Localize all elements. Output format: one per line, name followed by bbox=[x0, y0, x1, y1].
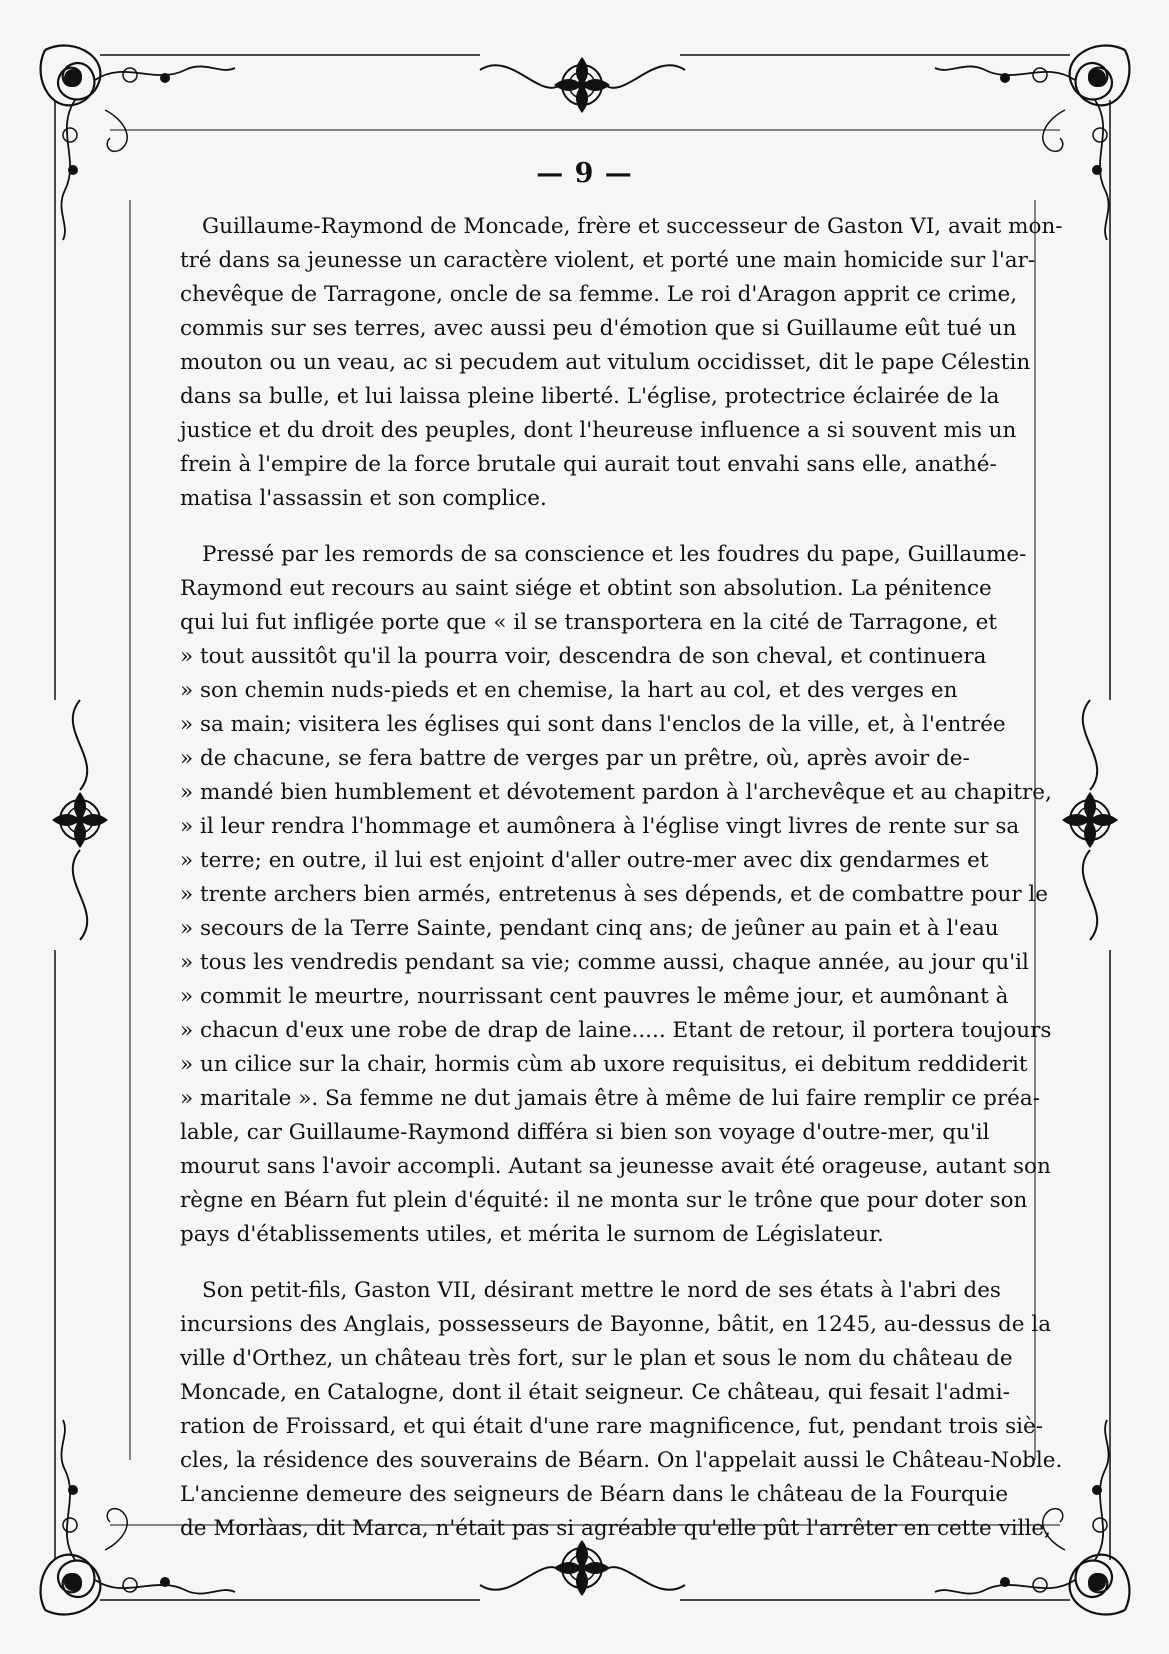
text-line: » secours de la Terre Sainte, pendant cinq ans; de jeûner au pain et à l'eau bbox=[180, 916, 999, 941]
text-line: pays d'établissements utiles, et mérita le surnom de Législateur. bbox=[180, 1222, 884, 1247]
text-line: » maritale ». Sa femme ne dut jamais être à même de lui faire remplir ce préa- bbox=[180, 1086, 1040, 1111]
text-line: commis sur ses terres, avec aussi peu d'émotion que si Guillaume eût tué un bbox=[180, 316, 1017, 341]
text-line: chevêque de Tarragone, oncle de sa femme. Le roi d'Aragon apprit ce crime, bbox=[180, 282, 1018, 307]
body-text bbox=[180, 210, 1063, 1568]
text-line: » trente archers bien armés, entretenus à ses dépends, et de combattre pour le bbox=[180, 882, 1049, 907]
text-line: » il leur rendra l'hommage et aumônera à l'église vingt livres de rente sur sa bbox=[180, 814, 1020, 839]
text-line: qui lui fut infligée porte que « il se transportera en la cité de Tarragone, et bbox=[180, 610, 997, 635]
text-line: Moncade, en Catalogne, dont il était seigneur. Ce château, qui fesait l'admi- bbox=[180, 1380, 1010, 1405]
text-line: règne en Béarn fut plein d'équité: il ne monta sur le trône que pour doter son bbox=[180, 1188, 1028, 1213]
text-line: Raymond eut recours au saint siége et obtint son absolution. La pénitence bbox=[180, 576, 992, 601]
text-line: tré dans sa jeunesse un caractère violent, et porté une main homicide sur l'ar- bbox=[180, 248, 1036, 273]
text-line: » chacun d'eux une robe de drap de laine..... Etant de retour, il portera toujours bbox=[180, 1018, 1052, 1043]
text-line: » son chemin nuds-pieds et en chemise, la hart au col, et des verges en bbox=[180, 678, 958, 703]
text-line: frein à l'empire de la force brutale qui aurait tout envahi sans elle, anathé- bbox=[180, 452, 997, 477]
text-line: » commit le meurtre, nourrissant cent pauvres le même jour, et aumônant à bbox=[180, 984, 1009, 1009]
text-line: mouton ou un veau, ac si pecudem aut vitulum occidisset, dit le pape Célestin bbox=[180, 350, 1031, 375]
text-line: mourut sans l'avoir accompli. Autant sa jeunesse avait été orageuse, autant son bbox=[180, 1154, 1051, 1179]
text-line: ration de Froissard, et qui était d'une rare magnificence, fut, pendant trois siè- bbox=[180, 1414, 1044, 1439]
text-line: » tout aussitôt qu'il la pourra voir, descendra de son cheval, et continuera bbox=[180, 644, 987, 669]
text-line: de Morlàas, dit Marca, n'était pas si agréable qu'elle pût l'arrêter en cette ville, bbox=[180, 1516, 1051, 1541]
text-line: L'ancienne demeure des seigneurs de Béarn dans le château de la Fourquie bbox=[180, 1482, 1009, 1507]
text-line: » un cilice sur la chair, hormis cùm ab uxore requisitus, ei debitum reddiderit bbox=[180, 1052, 1028, 1077]
text-line: Pressé par les remords de sa conscience et les foudres du pape, Guillaume- bbox=[202, 542, 1027, 567]
page-number: — 9 — bbox=[536, 158, 633, 189]
text-line: lable, car Guillaume-Raymond différa si bien son voyage d'outre-mer, qu'il bbox=[180, 1120, 990, 1145]
text-line: cles, la résidence des souverains de Béarn. On l'appelait aussi le Château-Noble. bbox=[180, 1448, 1063, 1473]
text-line: justice et du droit des peuples, dont l'heureuse influence a si souvent mis un bbox=[180, 418, 1017, 443]
text-line: Guillaume-Raymond de Moncade, frère et successeur de Gaston VI, avait mon- bbox=[202, 214, 1063, 239]
text-line: » de chacune, se fera battre de verges par un prêtre, où, après avoir de- bbox=[180, 746, 970, 771]
text-line: » tous les vendredis pendant sa vie; comme aussi, chaque année, au jour qu'il bbox=[180, 950, 1029, 975]
text-line: » terre; en outre, il lui est enjoint d'aller outre-mer avec dix gendarmes et bbox=[180, 848, 989, 873]
text-line: » sa main; visitera les églises qui sont dans l'enclos de la ville, et, à l'entrée bbox=[180, 712, 1006, 737]
text-line: Son petit-fils, Gaston VII, désirant mettre le nord de ses états à l'abri des bbox=[202, 1278, 1001, 1303]
text-line: » mandé bien humblement et dévotement pardon à l'archevêque et au chapitre, bbox=[180, 780, 1052, 805]
paragraph-3 bbox=[180, 1274, 1063, 1546]
text-line: dans sa bulle, et lui laissa pleine liberté. L'église, protectrice éclairée de la bbox=[180, 384, 1000, 409]
paragraph-2 bbox=[180, 538, 1052, 1252]
text-line: incursions des Anglais, possesseurs de Bayonne, bâtit, en 1245, au-dessus de la bbox=[180, 1312, 1052, 1337]
paragraph-1 bbox=[180, 210, 1063, 516]
text-line: matisa l'assassin et son complice. bbox=[180, 486, 547, 511]
text-line: ville d'Orthez, un château très fort, sur le plan et sous le nom du château de bbox=[180, 1346, 1013, 1371]
